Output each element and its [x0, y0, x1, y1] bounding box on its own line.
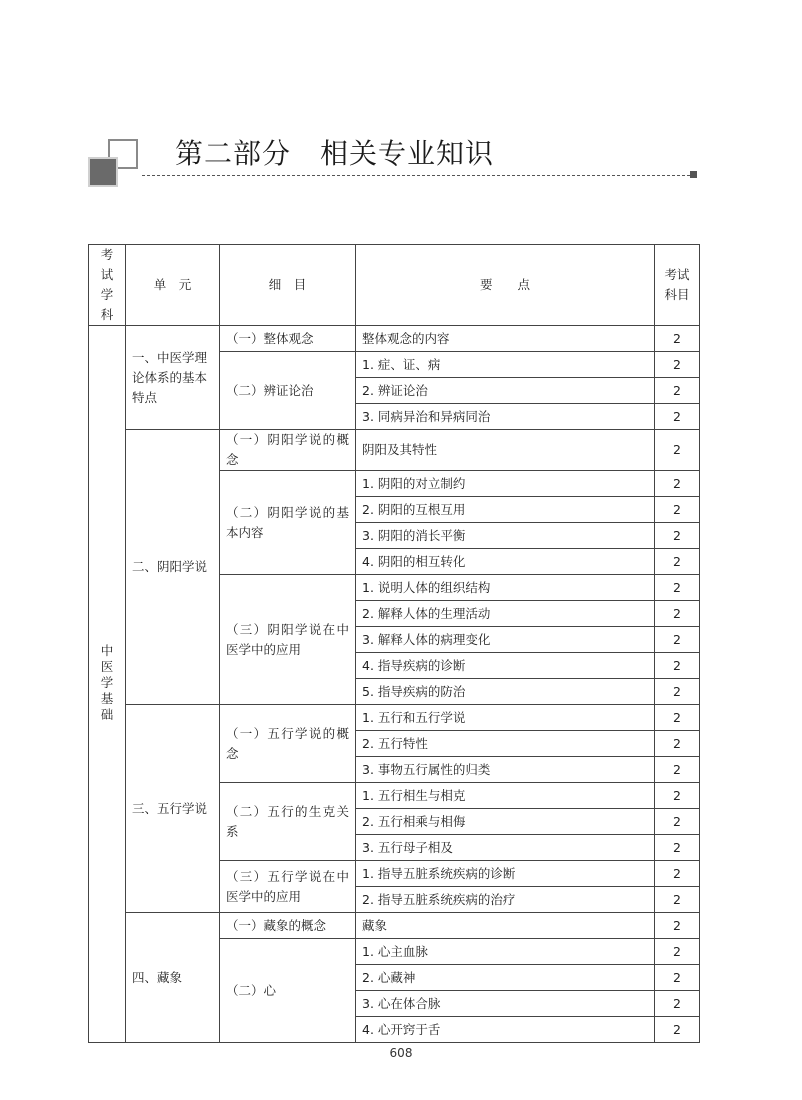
detail-cell: （二）心 — [220, 939, 356, 1043]
exam-score-cell: 2 — [655, 601, 700, 627]
exam-score-cell: 2 — [655, 757, 700, 783]
table-row — [89, 705, 700, 731]
subject-label: 中医学基础 — [100, 643, 114, 722]
exam-score-cell: 2 — [655, 679, 700, 705]
header-exam: 考试科目 — [655, 245, 700, 326]
exam-score-cell: 2 — [655, 326, 700, 352]
point-cell: 1. 五行相生与相克 — [356, 783, 655, 809]
detail-cell: （二）辨证论治 — [220, 352, 356, 430]
exam-score-cell: 2 — [655, 731, 700, 757]
point-cell: 4. 指导疾病的诊断 — [356, 653, 655, 679]
point-cell: 3. 事物五行属性的归类 — [356, 757, 655, 783]
table-row — [89, 326, 700, 352]
detail-cell: （二）阴阳学说的基本内容 — [220, 471, 356, 575]
header-detail: 细 目 — [220, 245, 356, 326]
detail-cell: （三）阴阳学说在中医学中的应用 — [220, 575, 356, 705]
point-cell: 1. 阴阳的对立制约 — [356, 471, 655, 497]
exam-score-cell: 2 — [655, 352, 700, 378]
point-cell: 1. 症、证、病 — [356, 352, 655, 378]
exam-score-cell: 2 — [655, 835, 700, 861]
detail-cell: （一）藏象的概念 — [220, 913, 356, 939]
syllabus-body — [89, 326, 700, 1043]
point-cell: 1. 说明人体的组织结构 — [356, 575, 655, 601]
exam-score-cell: 2 — [655, 523, 700, 549]
syllabus-table — [88, 244, 700, 1043]
exam-score-cell: 2 — [655, 809, 700, 835]
subject-cell — [89, 326, 126, 1043]
point-cell: 3. 解释人体的病理变化 — [356, 627, 655, 653]
point-cell: 藏象 — [356, 913, 655, 939]
exam-score-cell: 2 — [655, 939, 700, 965]
header-unit: 单 元 — [126, 245, 220, 326]
detail-cell: （一）阴阳学说的概念 — [220, 430, 356, 471]
point-cell: 4. 心开窍于舌 — [356, 1017, 655, 1043]
point-cell: 3. 同病异治和异病同治 — [356, 404, 655, 430]
exam-score-cell: 2 — [655, 575, 700, 601]
point-cell: 1. 五行和五行学说 — [356, 705, 655, 731]
unit-cell: 一、中医学理论体系的基本特点 — [126, 326, 220, 430]
point-cell: 2. 阴阳的互根互用 — [356, 497, 655, 523]
exam-score-cell: 2 — [655, 471, 700, 497]
exam-score-cell: 2 — [655, 861, 700, 887]
decorative-filled-square — [88, 157, 118, 187]
point-cell: 4. 阴阳的相互转化 — [356, 549, 655, 575]
unit-cell: 四、藏象 — [126, 913, 220, 1043]
point-cell: 1. 指导五脏系统疾病的诊断 — [356, 861, 655, 887]
exam-score-cell: 2 — [655, 404, 700, 430]
point-cell: 2. 五行相乘与相侮 — [356, 809, 655, 835]
exam-score-cell: 2 — [655, 913, 700, 939]
unit-cell: 三、五行学说 — [126, 705, 220, 913]
point-cell: 5. 指导疾病的防治 — [356, 679, 655, 705]
exam-score-cell: 2 — [655, 497, 700, 523]
header-point: 要 点 — [356, 245, 655, 326]
page-header — [88, 135, 703, 195]
point-cell: 2. 辨证论治 — [356, 378, 655, 404]
table-row — [89, 913, 700, 939]
point-cell: 阴阳及其特性 — [356, 430, 655, 471]
detail-cell: （三）五行学说在中医学中的应用 — [220, 861, 356, 913]
point-cell: 整体观念的内容 — [356, 326, 655, 352]
point-cell: 2. 解释人体的生理活动 — [356, 601, 655, 627]
divider-end-square — [690, 171, 697, 178]
point-cell: 3. 阴阳的消长平衡 — [356, 523, 655, 549]
exam-score-cell: 2 — [655, 1017, 700, 1043]
point-cell: 1. 心主血脉 — [356, 939, 655, 965]
detail-cell: （一）五行学说的概念 — [220, 705, 356, 783]
exam-score-cell: 2 — [655, 991, 700, 1017]
exam-score-cell: 2 — [655, 783, 700, 809]
detail-cell: （一）整体观念 — [220, 326, 356, 352]
unit-cell: 二、阴阳学说 — [126, 430, 220, 705]
exam-score-cell: 2 — [655, 653, 700, 679]
dotted-divider — [142, 175, 690, 176]
point-cell: 2. 五行特性 — [356, 731, 655, 757]
detail-cell: （二）五行的生克关系 — [220, 783, 356, 861]
page-number: 608 — [389, 1046, 413, 1060]
exam-score-cell: 2 — [655, 378, 700, 404]
table-row — [89, 430, 700, 471]
header-subject: 考试学科 — [89, 245, 126, 326]
exam-score-cell: 2 — [655, 887, 700, 913]
exam-score-cell: 2 — [655, 627, 700, 653]
exam-score-cell: 2 — [655, 549, 700, 575]
exam-score-cell: 2 — [655, 430, 700, 471]
table-header-row — [89, 245, 700, 326]
point-cell: 2. 心藏神 — [356, 965, 655, 991]
page-title: 第二部分 相关专业知识 — [175, 137, 495, 170]
point-cell: 3. 心在体合脉 — [356, 991, 655, 1017]
point-cell: 2. 指导五脏系统疾病的治疗 — [356, 887, 655, 913]
point-cell: 3. 五行母子相及 — [356, 835, 655, 861]
exam-score-cell: 2 — [655, 965, 700, 991]
exam-score-cell: 2 — [655, 705, 700, 731]
